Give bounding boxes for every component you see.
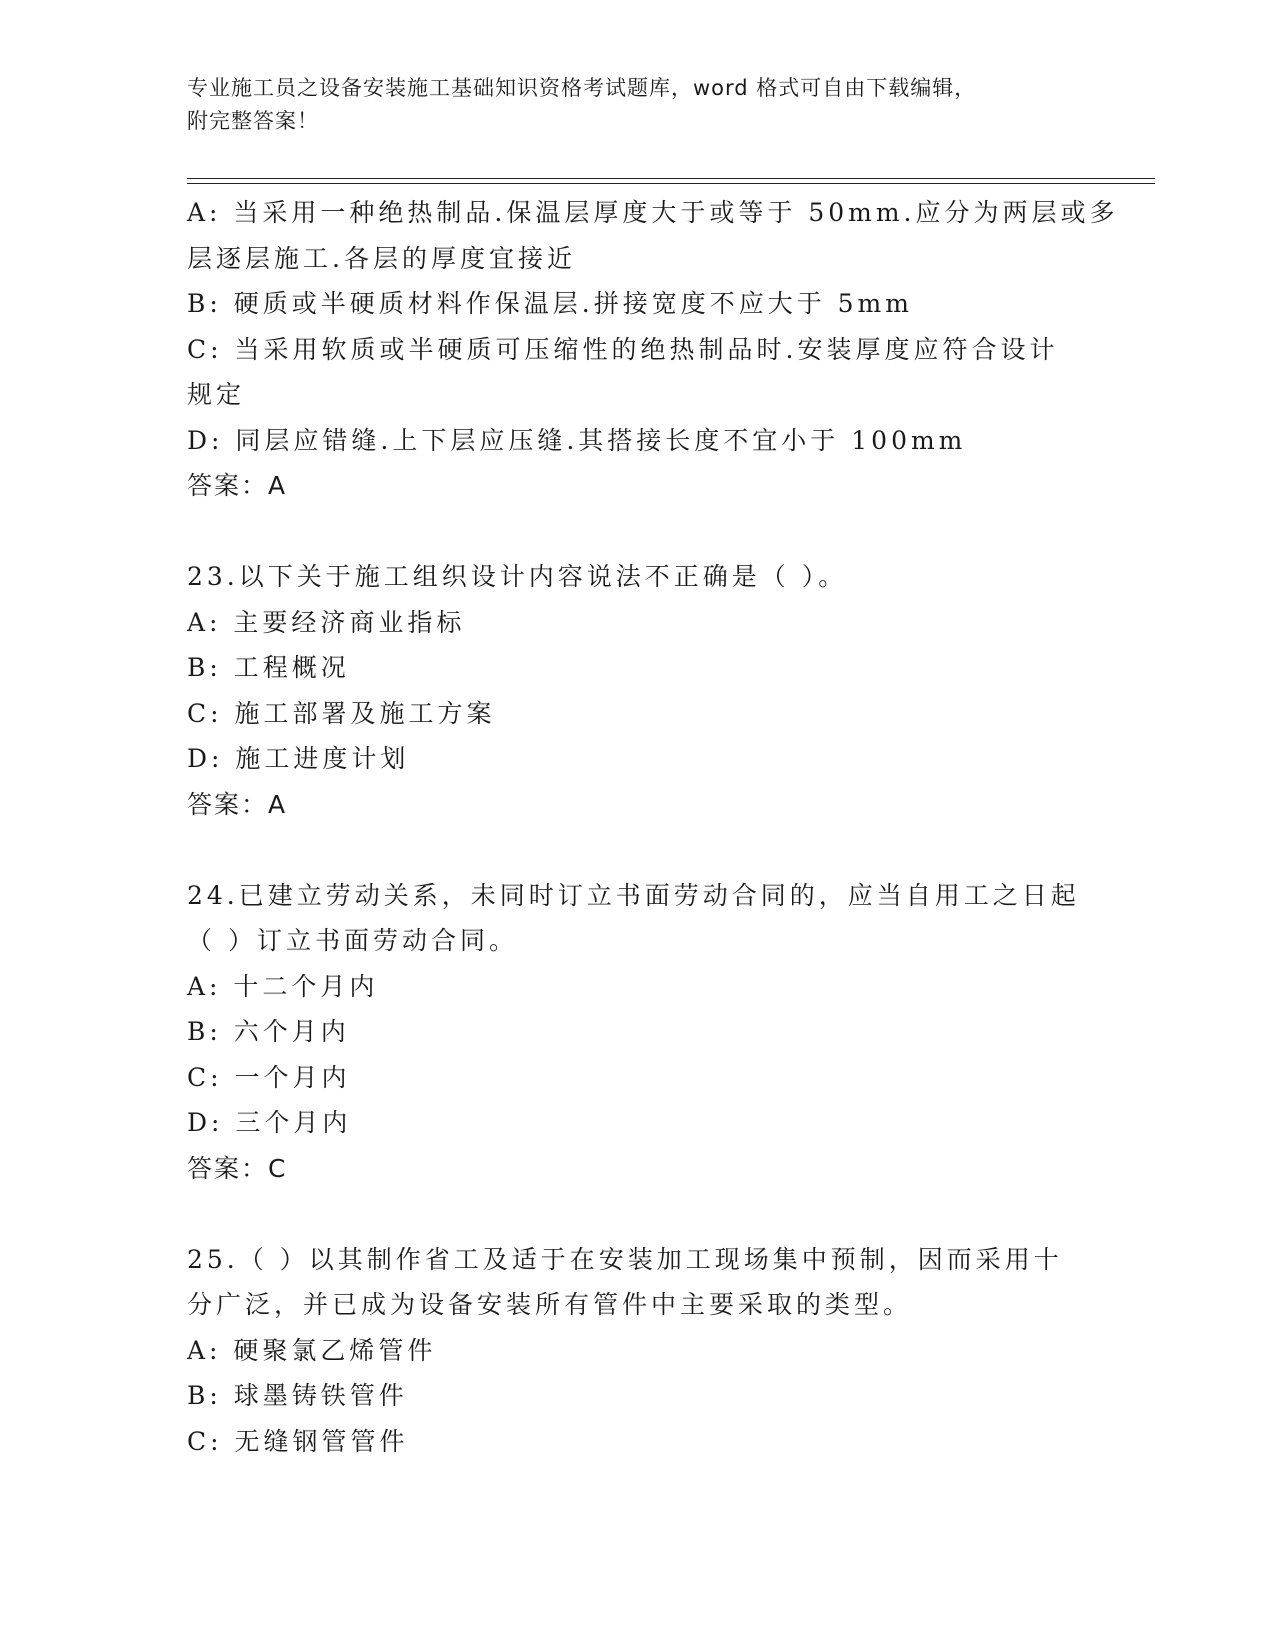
- question-title: 25.（ ）以其制作省工及适于在安装加工现场集中预制，因而采用十: [187, 1244, 1063, 1274]
- option-b: B: 工程概况: [187, 653, 350, 682]
- option-a-continued: 层逐层施工.各层的厚度宜接近: [187, 243, 576, 273]
- question-block-25: [187, 1237, 1087, 1465]
- option-c: C: 施工部署及施工方案: [187, 698, 496, 728]
- header-divider-bottom: [187, 183, 1155, 184]
- header-divider-top: [187, 178, 1155, 179]
- question-title: 24.已建立劳动关系，未同时订立书面劳动合同的，应当自用工之日起: [187, 880, 1080, 910]
- option-d: D: 同层应错缝.上下层应压缝.其搭接长度不宜小于 100mm: [187, 425, 967, 455]
- option-b: B: 硬质或半硬质材料作保温层.拼接宽度不应大于 5mm: [187, 289, 913, 318]
- option-a: A: 当采用一种绝热制品.保温层厚度大于或等于 50mm.应分为两层或多: [187, 198, 1119, 227]
- question-title-continued: （ ）订立书面劳动合同。: [187, 926, 518, 955]
- question-block-22: [187, 190, 1119, 509]
- option-a: A: 主要经济商业指标: [187, 607, 466, 637]
- spacer: [187, 509, 1087, 555]
- header-line-2: 附完整答案！: [187, 109, 319, 133]
- option-b: B: 球墨铸铁管件: [187, 1381, 408, 1410]
- answer-line: 答案：A: [187, 471, 288, 500]
- option-c: C: 无缝钢管管件: [187, 1426, 409, 1456]
- option-a: A: 硬聚氯乙烯管件: [187, 1335, 437, 1365]
- header-line-1: 专业施工员之设备安装施工基础知识资格考试题库，word 格式可自由下载编辑，: [187, 76, 977, 100]
- option-d: D: 三个月内: [187, 1108, 352, 1137]
- answer-line: 答案：A: [187, 789, 288, 819]
- answer-line: 答案：C: [187, 1153, 288, 1183]
- option-a: A: 十二个月内: [187, 971, 379, 1001]
- question-list: [187, 190, 1119, 1464]
- spacer: [187, 1191, 1087, 1237]
- option-b: B: 六个月内: [187, 1017, 350, 1046]
- spacer: [187, 827, 1087, 873]
- option-d: D: 施工进度计划: [187, 744, 410, 773]
- question-title-continued: 分广泛，并已成为设备安装所有管件中主要采取的类型。: [187, 1290, 913, 1319]
- question-title: 23.以下关于施工组织设计内容说法不正确是（ ）。: [187, 562, 848, 591]
- option-c: C: 一个月内: [187, 1062, 351, 1092]
- document-header: [187, 72, 1087, 138]
- question-block-23: [187, 554, 1087, 827]
- option-c: C: 当采用软质或半硬质可压缩性的绝热制品时.安装厚度应符合设计: [187, 334, 1059, 364]
- question-block-24: [187, 873, 1087, 1192]
- option-c-continued: 规定: [187, 380, 246, 409]
